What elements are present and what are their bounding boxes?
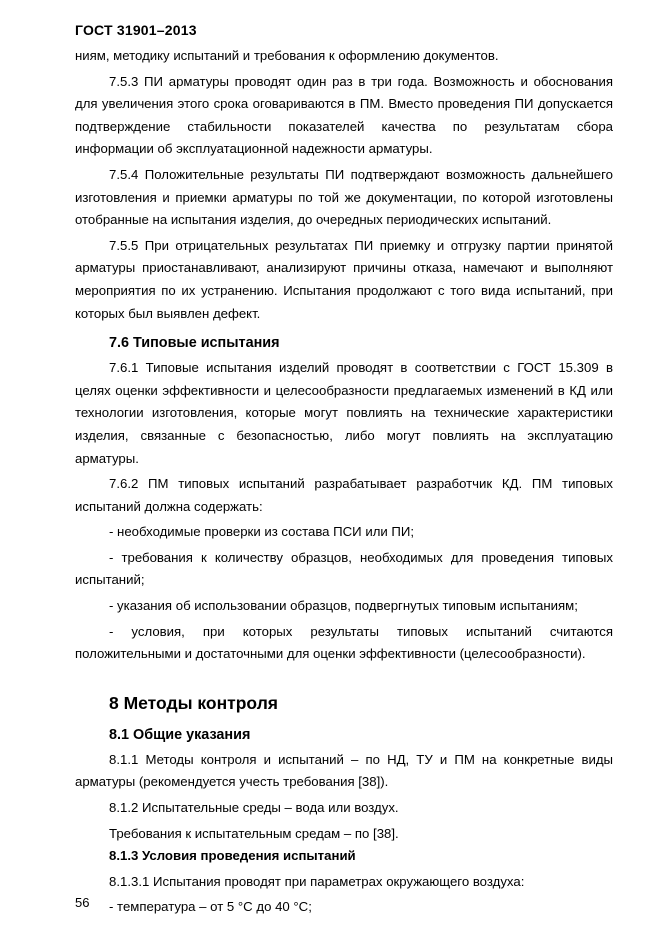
heading-8-1: 8.1 Общие указания (109, 726, 251, 743)
paragraph-8-1-2: 8.1.2 Испытательные среды – вода или воздух. (109, 800, 399, 816)
heading-7-6: 7.6 Типовые испытания (109, 335, 280, 352)
page-body (75, 45, 613, 919)
list-item: - температура – от 5 °С до 40 °С; (109, 899, 312, 915)
heading-8: 8 Методы контроля (109, 692, 279, 713)
paragraph-continuation: ниям, методику испытаний и требования к оформлению документов. (75, 48, 499, 63)
heading-8-1-3: 8.1.3 Условия проведения испытаний (109, 848, 356, 864)
list-item: - указания об использовании образцов, подвергнутых типовым испытаниям; (109, 598, 578, 614)
paragraph-8-1-1: 8.1.1 Методы контроля и испытаний – по НД, ТУ и ПМ на конкретные виды арматуры (рекомендуется учесть требования [38]). (75, 751, 613, 790)
list-item: - необходимые проверки из состава ПСИ или ПИ; (109, 524, 415, 540)
list-item: - требования к количеству образцов, необходимых для проведения типовых испытаний; (75, 549, 613, 588)
document-code: ГОСТ 31901–2013 (75, 22, 197, 38)
paragraph-8-1-3-1: 8.1.3.1 Испытания проводят при параметрах окружающего воздуха: (109, 873, 525, 889)
paragraph-7-5-3: 7.5.3 ПИ арматуры проводят один раз в три года. Возможность и обоснования для увеличения этого срока оговариваются в ПМ. Вместо проведения ПИ допускается подтверждение стабильности показателей качества по результатам сбора информации об эксплуатационной надежности арматуры. (75, 73, 613, 157)
paragraph-7-5-5: 7.5.5 При отрицательных результатах ПИ приемку и отгрузку партии принятой арматуры приостанавливают, анализируют причины отказа, намечают и выполняют мероприятия по их устранению. Испытания продолжают с того вида испытаний, при которых был выявлен дефект. (75, 237, 613, 321)
page-number: 56 (75, 895, 90, 910)
paragraph-7-6-2: 7.6.2 ПМ типовых испытаний разрабатывает разработчик КД. ПМ типовых испытаний должна содержать: (75, 476, 613, 514)
list-item: - условия, при которых результаты типовых испытаний считаются положительными и достаточными для оценки эффективности (целесообразности). (75, 623, 613, 662)
paragraph-8-1-2-cont: Требования к испытательным средам – по [38]. (109, 825, 399, 841)
paragraph-7-6-1: 7.6.1 Типовые испытания изделий проводят в соответствии с ГОСТ 15.309 в целях оценки эффективности и целесообразности предлагаемых изменений в КД или технологии изготовления, которые могут повлиять на технические характеристики изделия, связанные с безопасностью, либо могут повлиять на эксплуатацию арматуры. (75, 360, 613, 466)
paragraph-7-5-4: 7.5.4 Положительные результаты ПИ подтверждают возможность дальнейшего изготовления и приемки арматуры по той же документации, по которой изготовлены отобранные на испытания изделия, до очередных периодических испытаний. (75, 166, 613, 228)
